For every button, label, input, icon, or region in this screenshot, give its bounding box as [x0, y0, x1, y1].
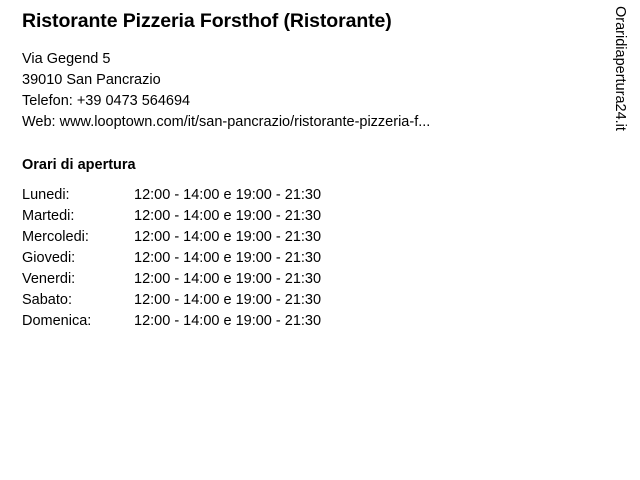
address-city: 39010 San Pancrazio [22, 72, 161, 89]
day-hours: 12:00 - 14:00 e 19:00 - 21:30 [134, 187, 322, 204]
address-street: Via Gegend 5 [22, 51, 111, 68]
phone-line: Telefon: +39 0473 564694 [22, 93, 191, 110]
table-row [22, 208, 321, 229]
page-title: Ristorante Pizzeria Forsthof (Ristorante) [22, 10, 392, 32]
table-row [22, 271, 321, 292]
business-info-block [22, 10, 592, 334]
opening-hours-heading: Orari di apertura [22, 157, 136, 174]
day-label: Domenica: [22, 313, 92, 330]
day-label: Giovedi: [22, 250, 76, 267]
day-label: Lunedi: [22, 187, 70, 204]
watermark-label: Oraridiapertura24.it [612, 6, 628, 131]
day-hours: 12:00 - 14:00 e 19:00 - 21:30 [134, 292, 322, 309]
table-row [22, 229, 321, 250]
day-label: Martedi: [22, 208, 75, 225]
table-row [22, 187, 321, 208]
watermark [608, 6, 634, 466]
day-hours: 12:00 - 14:00 e 19:00 - 21:30 [134, 250, 322, 267]
table-row [22, 313, 321, 334]
day-hours: 12:00 - 14:00 e 19:00 - 21:30 [134, 271, 322, 288]
day-hours: 12:00 - 14:00 e 19:00 - 21:30 [134, 313, 322, 330]
day-label: Venerdi: [22, 271, 76, 288]
day-label: Mercoledi: [22, 229, 89, 246]
day-label: Sabato: [22, 292, 72, 309]
website-line: Web: www.looptown.com/it/san-pancrazio/ristorante-pizzeria-f... [22, 114, 431, 131]
day-hours: 12:00 - 14:00 e 19:00 - 21:30 [134, 229, 322, 246]
opening-hours-table [22, 187, 321, 334]
table-row [22, 292, 321, 313]
table-row [22, 250, 321, 271]
day-hours: 12:00 - 14:00 e 19:00 - 21:30 [134, 208, 322, 225]
